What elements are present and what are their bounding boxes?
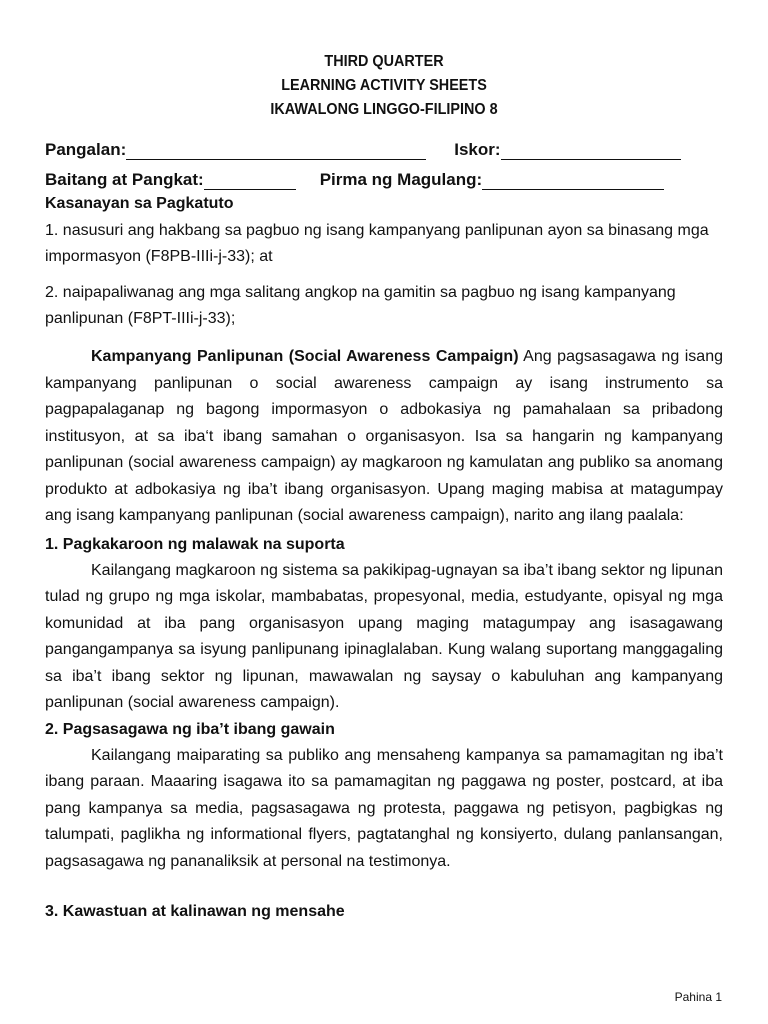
intro-term: Kampanyang Panlipunan (Social Awareness Campaign) (91, 348, 519, 365)
intro-text: Ang pagsasagawa ng isang kampanyang panlipunan o social awareness campaign ay isang instrumento sa pagpapalaganap ng bagong impormasyon o adbokasiya ng pamahalaan sa pribadong institusyon, at sa iba‘t ibang samahan o organisasyon. Isa sa hangarin ng kampanyang panlipunan (social awareness campaign) ay magkaroon ng kamulatan ang publiko sa anomang produkto at adbokasiya ng iba’t ibang organisasyon. Upang maging mabisa at matagumpay ang isang kampanyang panlipunan (social awareness campaign), narito ang ilang paalala: (45, 348, 723, 524)
score-label: Iskor: (454, 140, 501, 159)
competencies-title: Kasanayan sa Pagkatuto (45, 195, 234, 212)
score-blank-line[interactable] (501, 141, 681, 160)
worksheet-page (45, 50, 723, 925)
section-3-title: 3. Kawastuan at kalinawan ng mensahe (45, 903, 345, 920)
objective-2: 2. naipapaliwanag ang mga salitang angkop na gamitin sa pagbuo ng isang kampanyang panlipunan (F8PT-IIIi-j-33); (45, 284, 676, 327)
grade-section-label: Baitang at Pangkat: (45, 170, 204, 189)
intro-paragraph (45, 344, 723, 530)
name-label: Pangalan: (45, 140, 127, 159)
name-score-row (45, 136, 723, 160)
document-header (45, 50, 723, 122)
section-2-title: 2. Pagsasagawa ng iba’t ibang gawain (45, 720, 335, 738)
section-2-body: Kailangang maiparating sa publiko ang mensaheng kampanya sa pamamagitan ng iba’t ibang paraan. Maaaring isagawa ito sa pamamagitan ng paggawa ng poster, postcard, at iba pang kampanya sa media, pagsasagawa ng protesta, paggawa ng petisyon, pagbigkas ng talumpati, paglikha ng informational flyers, pagtatanghal ng konsiyerto, dulang panlansangan, pagsasagawa ng pananaliksik at personal na testimonya. (45, 746, 723, 870)
page-number: Pahina 1 (674, 990, 722, 1004)
header-title: LEARNING ACTIVITY SHEETS (281, 77, 487, 94)
header-week-subject: IKAWALONG LINGGO-FILIPINO 8 (270, 101, 498, 118)
parent-signature-blank-line[interactable] (482, 171, 664, 190)
objective-1: 1. nasusuri ang hakbang sa pagbuo ng isang kampanyang panlipunan ayon sa binasang mga impormasyon (F8PB-IIIi-j-33); at (45, 222, 709, 265)
grade-parent-row (45, 166, 723, 190)
section-1-body: Kailangang magkaroon ng sistema sa pakikipag-ugnayan sa iba’t ibang sektor ng lipunan tulad ng grupo ng mga iskolar, mambabatas, propesyonal, media, estudyante, opisyal ng mga komunidad at iba pang organisasyon upang maging matagumpay ang isasagawang pangangampanya sa isyung panlipunang ipinaglalaban. Kung walang suportang manggagaling sa iba’t ibang sektor ng lipunan, mawawalan ng saysay o kabuluhan ang kampanyang panlipunan (social awareness campaign). (45, 561, 723, 711)
header-quarter: THIRD QUARTER (324, 53, 444, 70)
grade-section-blank-line[interactable] (204, 171, 296, 190)
parent-signature-label: Pirma ng Magulang: (319, 170, 483, 189)
section-1-title: 1. Pagkakaroon ng malawak na suporta (45, 535, 345, 553)
name-blank-line[interactable] (126, 141, 426, 160)
